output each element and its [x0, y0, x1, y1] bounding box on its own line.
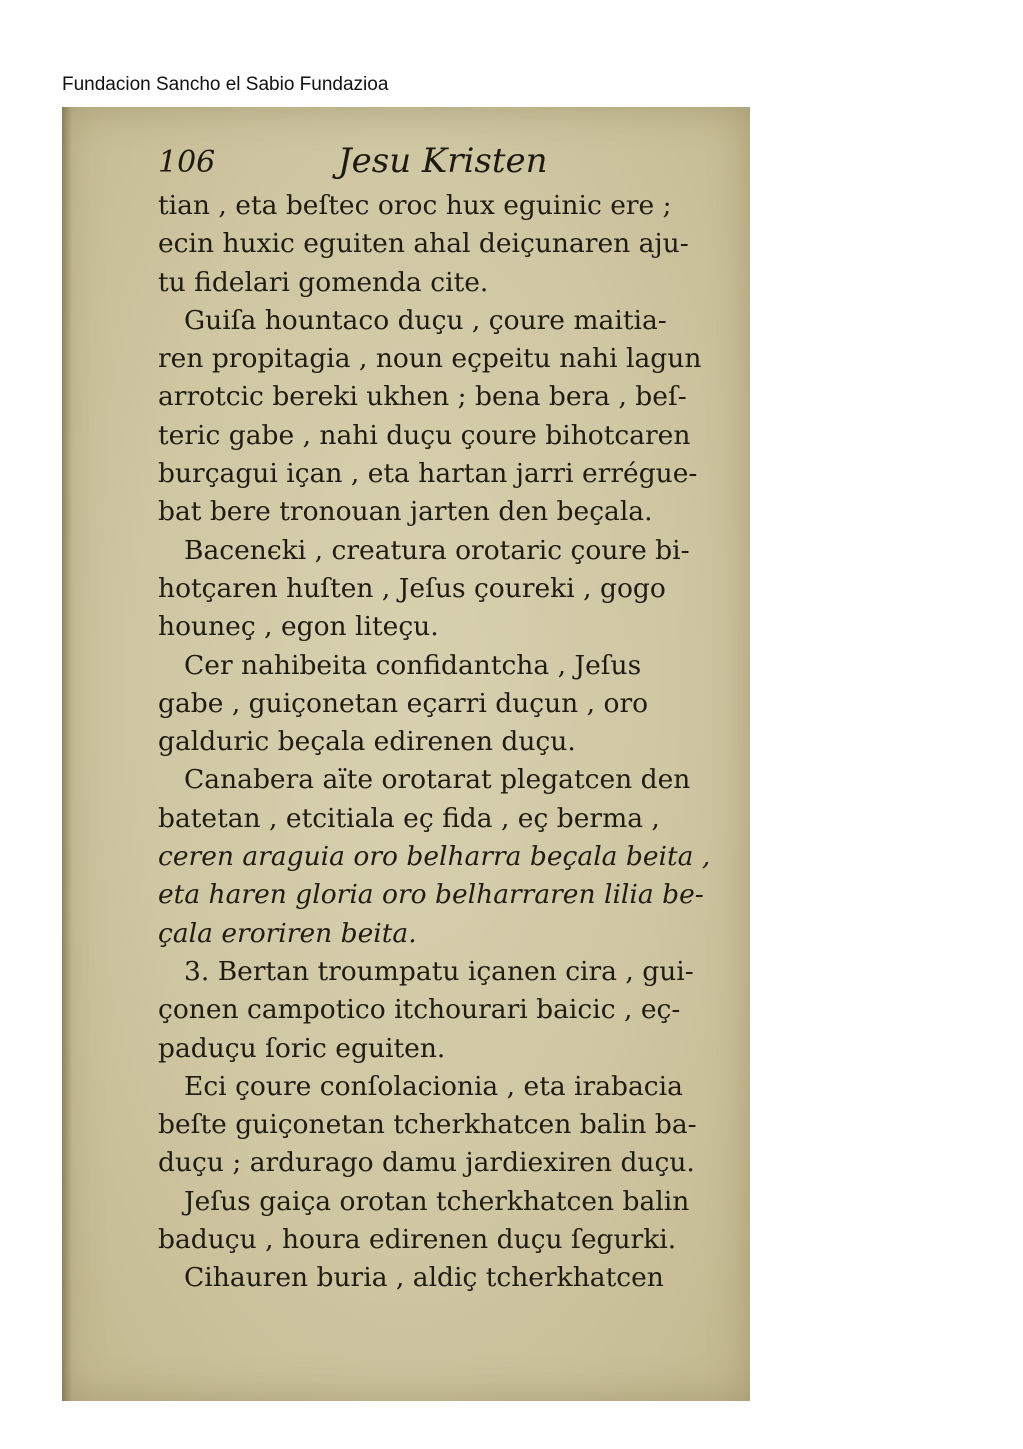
text-line: Jeſus gaiça orotan tcherkhatcen balin — [184, 1185, 690, 1217]
text-line: paduçu ſoric eguiten. — [158, 1032, 446, 1064]
text-line: baduçu , houra edirenen duçu ſegurki. — [158, 1224, 677, 1256]
text-line: eta haren gloria oro belharraren lilia be- — [158, 879, 704, 911]
text-line: Eci çoure conſolacionia , eta irabacia — [184, 1070, 683, 1102]
text-line: Cer nahibeita confidantcha , Jeſus — [184, 649, 642, 681]
text-line: Cihauren buria , aldiç tcherkhatcen — [184, 1262, 664, 1294]
text-line: Guiſa hountaco duçu , çoure maitia- — [184, 304, 667, 336]
text-line: tian , eta beſtec oroc hux eguinic ere ; — [158, 190, 672, 221]
archive-header: Fundacion Sancho el Sabio Fundazioa — [62, 74, 389, 95]
text-line: teric gabe , nahi duçu çoure bihotcaren — [158, 419, 691, 451]
text-line: bat bere tronouan jarten den beçala. — [158, 496, 653, 528]
text-line: gabe , guiçonetan eçarri duçun , oro — [158, 687, 649, 719]
text-line: tu fidelari gomenda cite. — [158, 266, 489, 298]
text-line: ecin huxic eguiten ahal deiçunaren aju- — [158, 228, 689, 260]
text-line: ceren araguia oro belharra beçala beita , — [158, 841, 711, 873]
running-head — [158, 141, 578, 181]
text-line: houneç , egon liteçu. — [158, 611, 439, 643]
text-line: çala eroriren beita. — [158, 917, 417, 949]
text-line: batetan , etcitiala eç fida , eç berma , — [158, 802, 660, 834]
text-line: 3. Bertan troumpatu içanen cira , gui- — [184, 955, 694, 987]
page-edge-shadow — [62, 107, 72, 1401]
running-title: Jesu Kristen — [338, 141, 548, 181]
text-line: beſte guiçonetan tcherkhatcen balin ba- — [158, 1109, 697, 1141]
text-line: Canabera aïte orotarat plegatcen den — [184, 764, 691, 796]
text-line: Bacenєki , creatura orotaric çoure bi- — [184, 534, 690, 566]
text-line: galduric beçala edirenen duçu. — [158, 726, 576, 758]
text-line: ren propitagia , noun eçpeitu nahi lagun — [158, 343, 702, 375]
text-line: burçagui içan , eta hartan jarri errégue- — [158, 458, 698, 490]
page-number: 106 — [158, 145, 216, 180]
body-text — [158, 187, 733, 1298]
scanned-book-page — [62, 107, 750, 1401]
text-line: duçu ; ardurago damu jardiexiren duçu. — [158, 1147, 695, 1179]
text-line: hotçaren huſten , Jeſus çoureki , gogo — [158, 572, 666, 604]
text-line: arrotcic bereki ukhen ; bena bera , beſ- — [158, 381, 687, 413]
text-line: çonen campotico itchourari baicic , eç- — [158, 994, 681, 1026]
